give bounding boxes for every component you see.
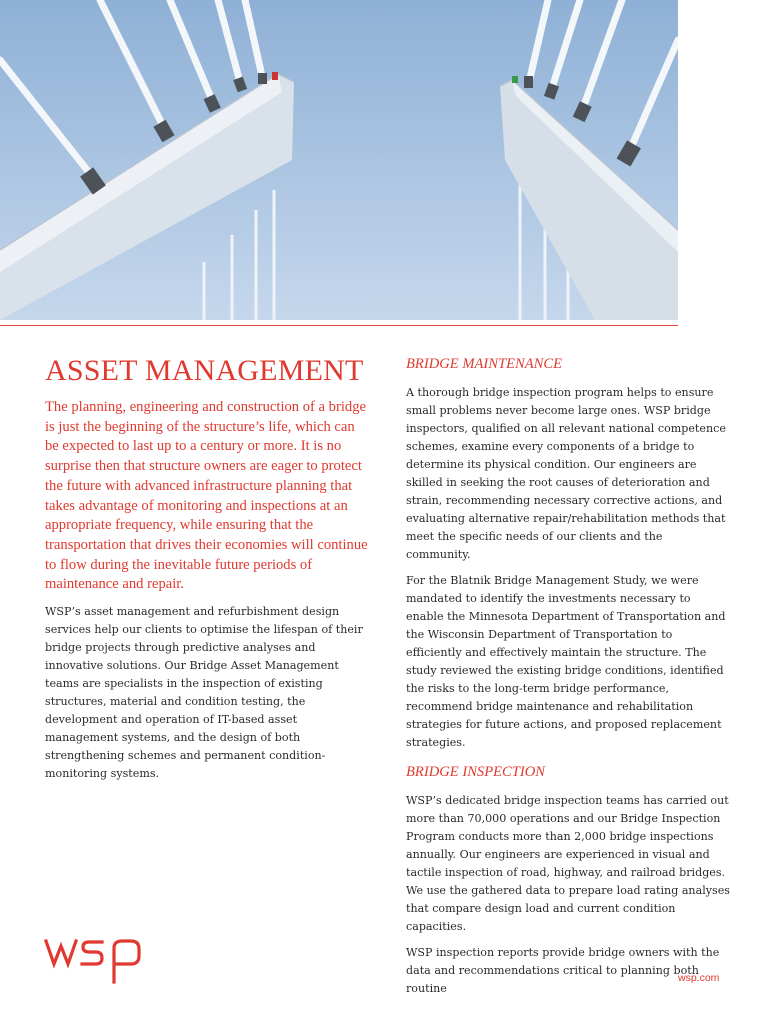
wsp-logo bbox=[44, 934, 142, 988]
page-title: ASSET MANAGEMENT bbox=[45, 354, 364, 387]
website-link[interactable]: wsp.com bbox=[678, 972, 720, 984]
inspection-paragraph-1: WSP’s dedicated bridge inspection teams has carried out more than 70,000 operations and our Bridge Inspection Program conducts more than 2,000 bridge inspections annually. Our engineers are experienced in visual and tactile inspection of road, highway, and railroad bridges. We use the gathered data to prepare load rating analyses that compare design load and current condition capacities. bbox=[406, 794, 730, 933]
maintenance-paragraph-2: For the Blatnik Bridge Management Study, we were mandated to identify the investments necessary to enable the Minnesota Department of Transportation and the Wisconsin Department of Transportation to efficiently and effectively maintain the structure. The study reviewed the existing bridge conditions, identified the risks to the long-term bridge performance, recommend bridge maintenance and rehabilitation strategies for future actions, and proposed replacement strategies. bbox=[406, 574, 726, 749]
hero-image bbox=[0, 0, 678, 320]
asset-management-body: WSP’s asset management and refurbishment design services help our clients to optimise the lifespan of their bridge projects through predictive analyses and innovative solutions. Our Bridge Asset Management teams are specialists in the inspection of existing structures, material and condition testing, the development and operation of IT-based asset management systems, and the design of both strengthening schemes and permanent condition-monitoring systems. bbox=[45, 605, 363, 780]
right-column bbox=[406, 356, 730, 998]
bridge-inspection-heading: BRIDGE INSPECTION bbox=[406, 764, 546, 780]
inspection-paragraph-2: WSP inspection reports provide bridge owners with the data and recommendations critical to planning both routine bbox=[406, 946, 720, 995]
intro-lead-paragraph: The planning, engineering and construction of a bridge is just the beginning of the structure’s life, which can be expected to last up to a century or more. It is no surprise then that structure owners are eager to protect the future with advanced infrastructure planning that takes advantage of monitoring and inspections at an appropriate frequency, while ensuring that the transportation that drives their economies will continue to flow during the inevitable future periods of maintenance and repair. bbox=[45, 399, 368, 593]
section-divider bbox=[0, 325, 678, 326]
maintenance-paragraph-1: A thorough bridge inspection program helps to ensure small problems never become large ones. WSP bridge inspectors, qualified on all relevant national competence schemes, examine every components of a bridge to determine its physical condition. Our engineers are skilled in seeking the root causes of deterioration and strain, recommending necessary corrective actions, and evaluating alternative repair/rehabilitation methods that meet the specific needs of our clients and the community. bbox=[406, 386, 726, 561]
bridge-maintenance-heading: BRIDGE MAINTENANCE bbox=[406, 356, 563, 372]
